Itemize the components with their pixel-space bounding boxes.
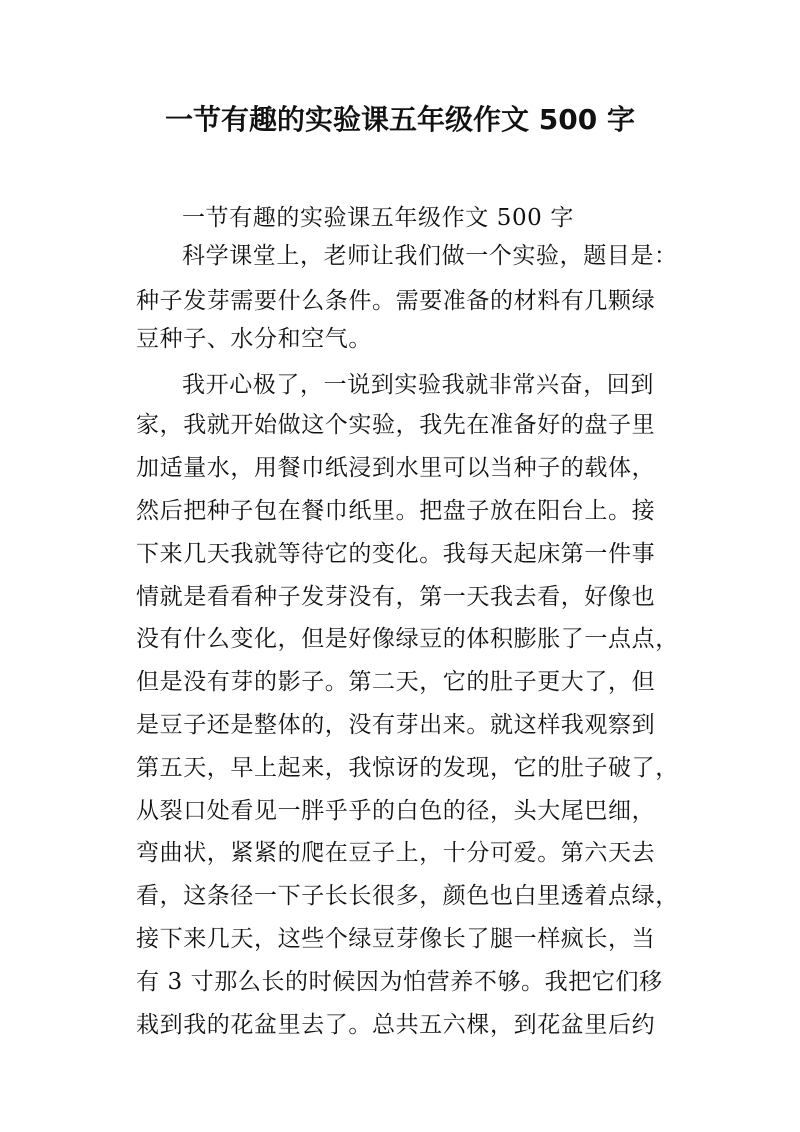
paragraph-2-line: 然后把种子包在餐巾纸里。把盘子放在阳台上。接	[136, 498, 656, 524]
paragraph-1-line: 种子发芽需要什么条件。需要准备的材料有几颗绿	[136, 288, 656, 314]
paragraph-2-line: 是豆子还是整体的，没有芽出来。就这样我观察到	[136, 712, 656, 738]
essay-heading-line: 一节有趣的实验课五年级作文 500 字	[182, 205, 574, 231]
paragraph-2-line: 弯曲状，紧紧的爬在豆子上，十分可爱。第六天去	[136, 840, 656, 866]
paragraph-1-line: 科学课堂上，老师让我们做一个实验，题目是：	[182, 243, 678, 269]
paragraph-2-line: 下来几天我就等待它的变化。我每天起床第一件事	[136, 541, 656, 567]
paragraph-1-line: 豆种子、水分和空气。	[136, 326, 372, 352]
paragraph-2-line: 看，这条径一下子长长很多，颜色也白里透着点绿，	[136, 883, 679, 909]
paragraph-2-line: 家，我就开始做这个实验，我先在准备好的盘子里	[136, 412, 656, 438]
paragraph-2-line: 第五天，早上起来，我惊讶的发现，它的肚子破了，	[136, 755, 679, 781]
paragraph-2-line: 我开心极了，一说到实验我就非常兴奋，回到	[182, 372, 654, 398]
paragraph-2-line: 从裂口处看见一胖乎乎的白色的径，头大尾巴细，	[136, 798, 656, 824]
paragraph-2-line: 情就是看看种子发芽没有，第一天我去看，好像也	[136, 584, 656, 610]
paragraph-2-line: 有 3 寸那么长的时候因为怕营养不够。我把它们移	[136, 969, 663, 995]
paragraph-2-line: 接下来几天，这些个绿豆芽像长了腿一样疯长，当	[136, 926, 656, 952]
paragraph-2-line: 加适量水，用餐巾纸浸到水里可以当种子的载体，	[136, 455, 656, 481]
paragraph-2-line: 栽到我的花盆里去了。总共五六棵，到花盆里后约	[136, 1012, 656, 1038]
document-title: 一节有趣的实验课五年级作文 500 字	[165, 103, 635, 136]
paragraph-2-line: 没有什么变化，但是好像绿豆的体积膨胀了一点点，	[136, 626, 679, 652]
paragraph-2-line: 但是没有芽的影子。第二天，它的肚子更大了，但	[136, 669, 656, 695]
